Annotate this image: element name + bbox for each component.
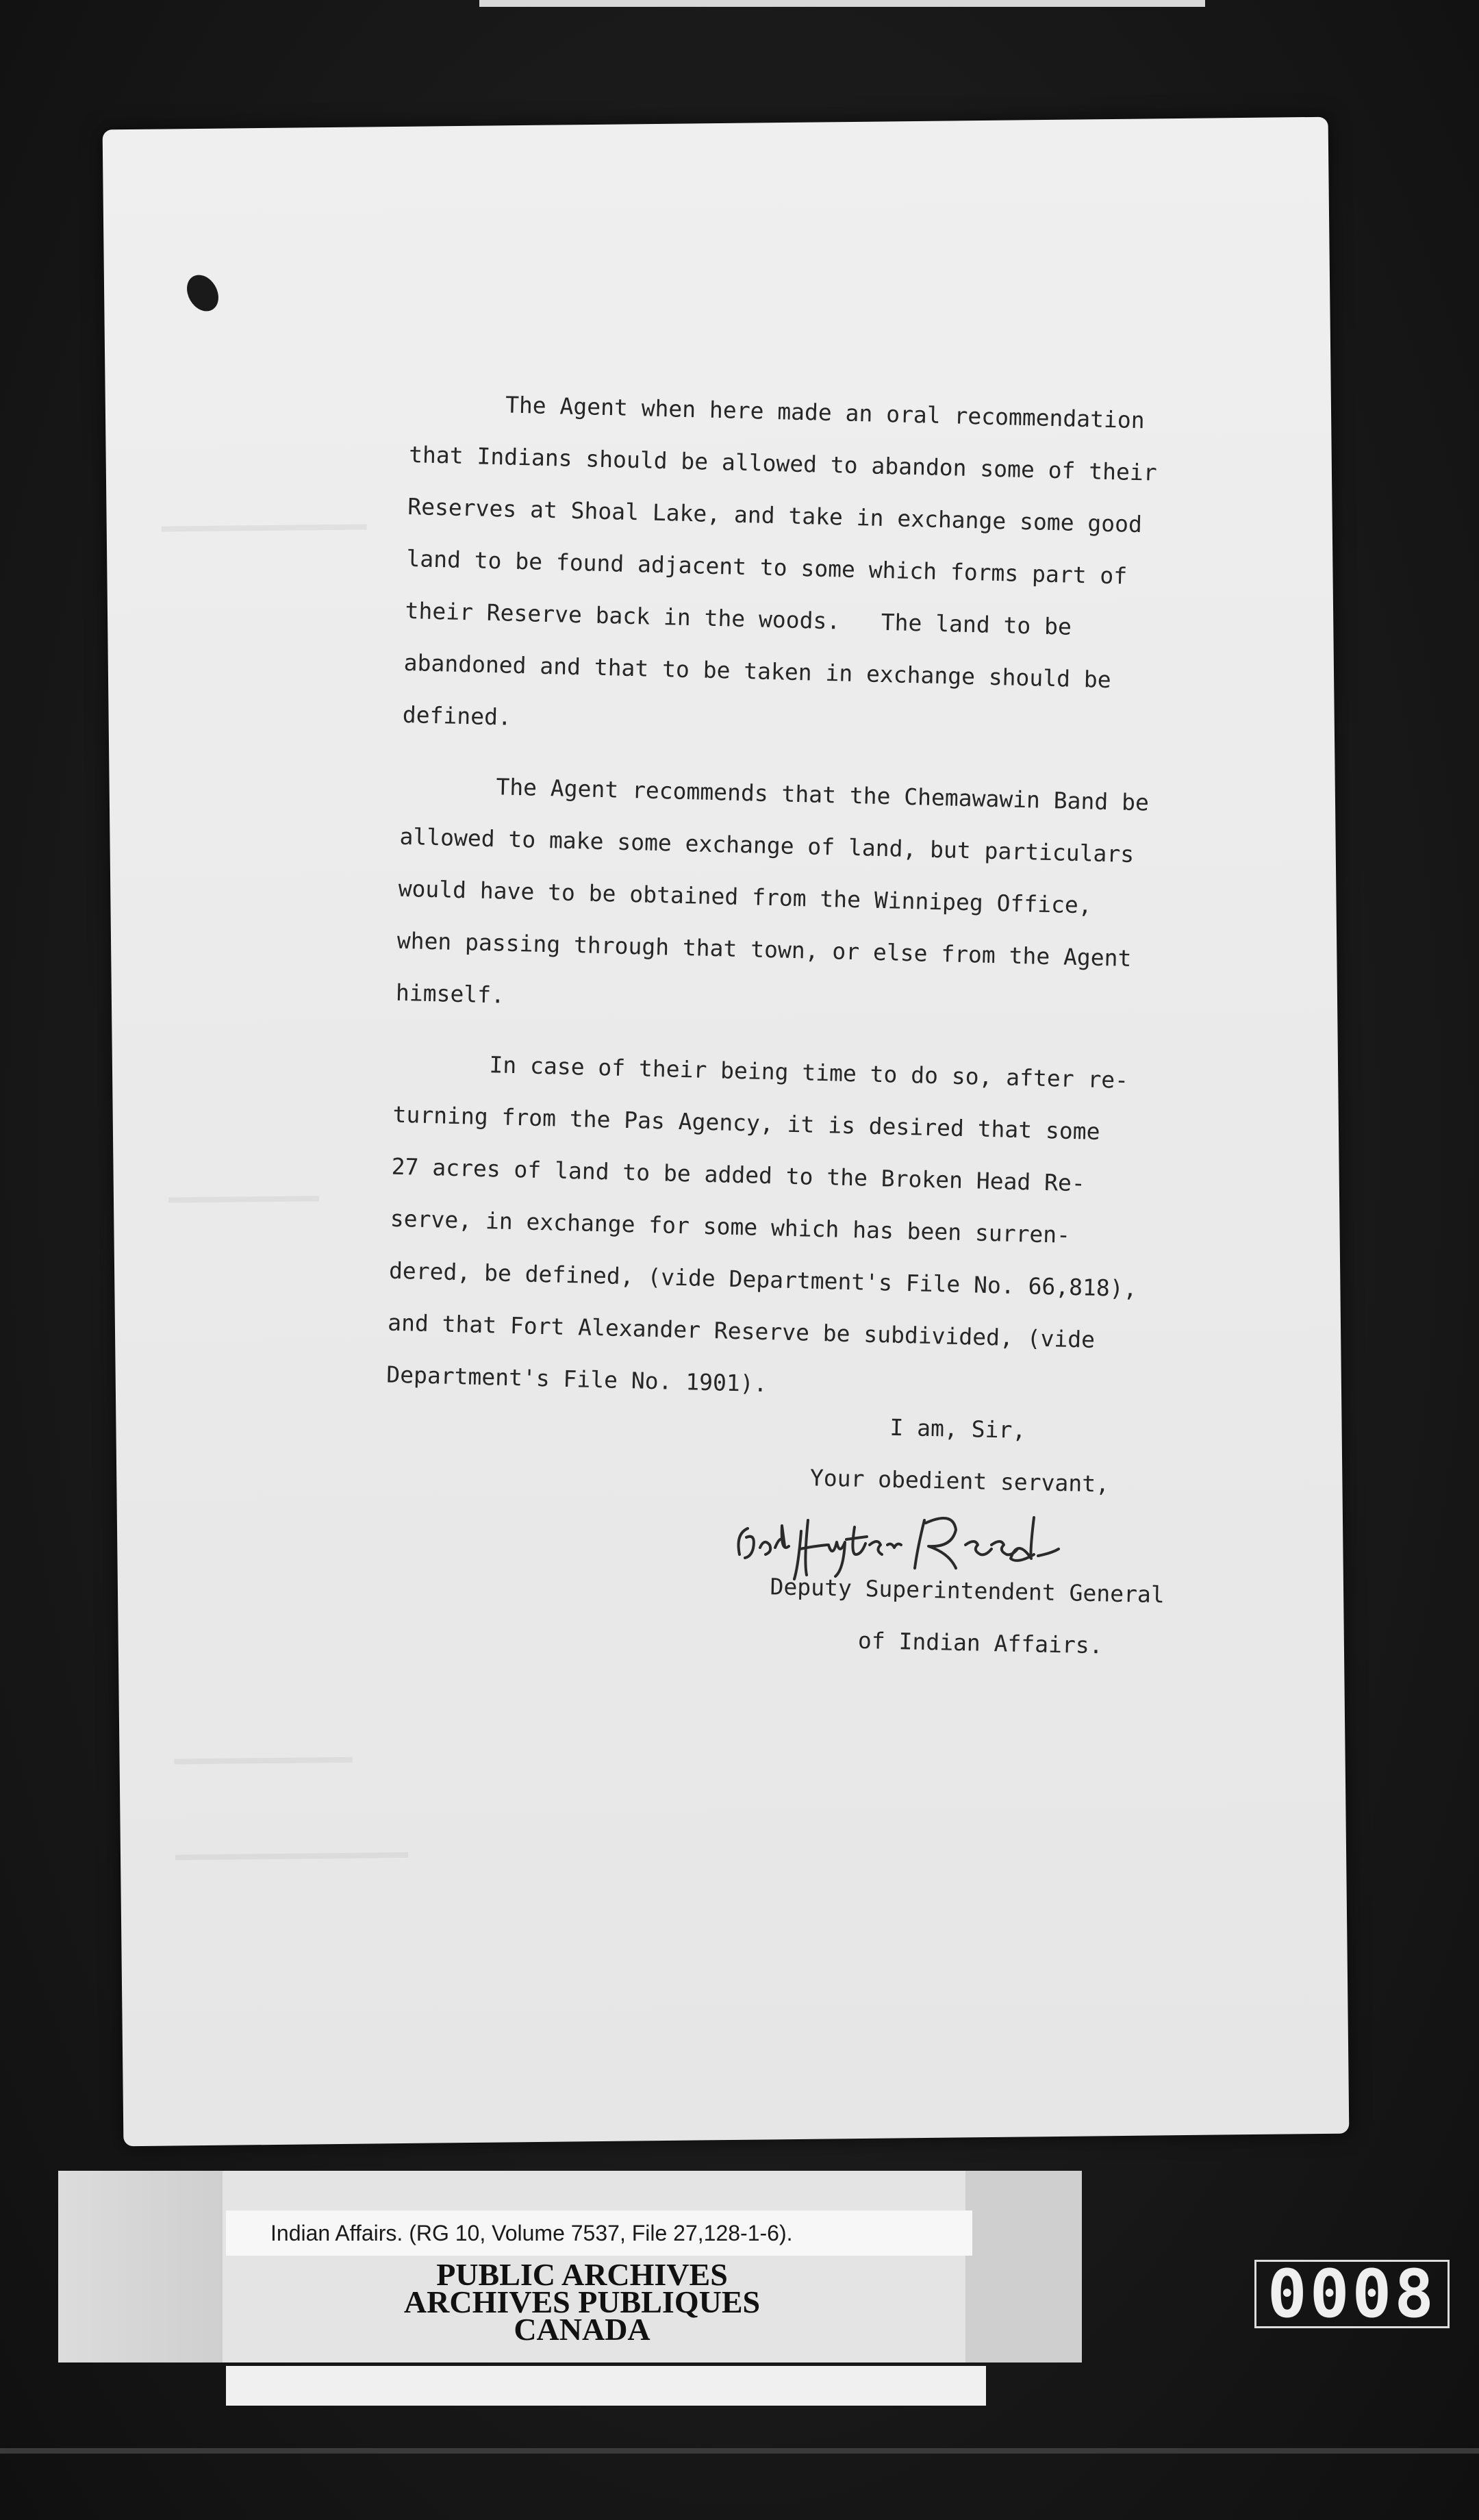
paragraph-shoal-lake: The Agent when here made an oral recommendation that Indians should be allowed to abandon some of their Reserves at Shoal Lake, and take in exchange some good land to be found adjacent to some which forms part of their Reserve back in the woods. The land to be abandoned and that to be taken in exchange should be defined. bbox=[402, 388, 1158, 731]
archives-line-en: PUBLIC ARCHIVES bbox=[436, 2257, 728, 2292]
frame-number: 0008 bbox=[1267, 2256, 1437, 2332]
signatory-title: Deputy Superintendent General bbox=[770, 1573, 1165, 1609]
letter-body bbox=[385, 377, 1260, 1439]
bleed-through-mark bbox=[175, 1757, 353, 1765]
paragraph-chemawawin: The Agent recommends that the Chemawawin Band be allowed to make some exchange of land, but particulars would have to be obtained from the Winnipeg Office, when passing through that town, or else from the Agent himself. bbox=[395, 770, 1150, 1009]
paragraph-broken-head: In case of their being time to do so, after re- turning from the Pas Agency, it is desired that some 27 acres of land to be added to the Broken Head Re- serve, in exchange for some which has been surren- dered, be defined, (vide Department's File No. 66,818), and that Fort Alexander Reserve be subdivided, (vide Department's File No. 1901). bbox=[385, 1048, 1137, 1398]
signatory-department: of Indian Affairs. bbox=[857, 1626, 1103, 1659]
handwritten-signature bbox=[733, 1500, 1157, 1589]
bleed-through-mark bbox=[168, 1196, 319, 1202]
frame-top-strip bbox=[479, 0, 1205, 7]
source-citation: Indian Affairs. (RG 10, Volume 7537, File 27,128-1-6). bbox=[226, 2210, 972, 2256]
label-left-band bbox=[58, 2171, 223, 2362]
closing-servant: Your obedient servant, bbox=[809, 1464, 1110, 1498]
film-edge bbox=[0, 2448, 1479, 2454]
bleed-through-mark bbox=[175, 1852, 408, 1861]
closing-salutation: I am, Sir, bbox=[889, 1413, 1026, 1444]
archives-stamp bbox=[377, 2257, 787, 2347]
label-bottom-strip bbox=[226, 2366, 986, 2406]
bleed-through-mark bbox=[162, 524, 367, 531]
archives-line-fr: ARCHIVES PUBLIQUES bbox=[403, 2284, 761, 2319]
label-right-band bbox=[965, 2171, 1082, 2362]
archives-line-country: CANADA bbox=[514, 2312, 650, 2347]
